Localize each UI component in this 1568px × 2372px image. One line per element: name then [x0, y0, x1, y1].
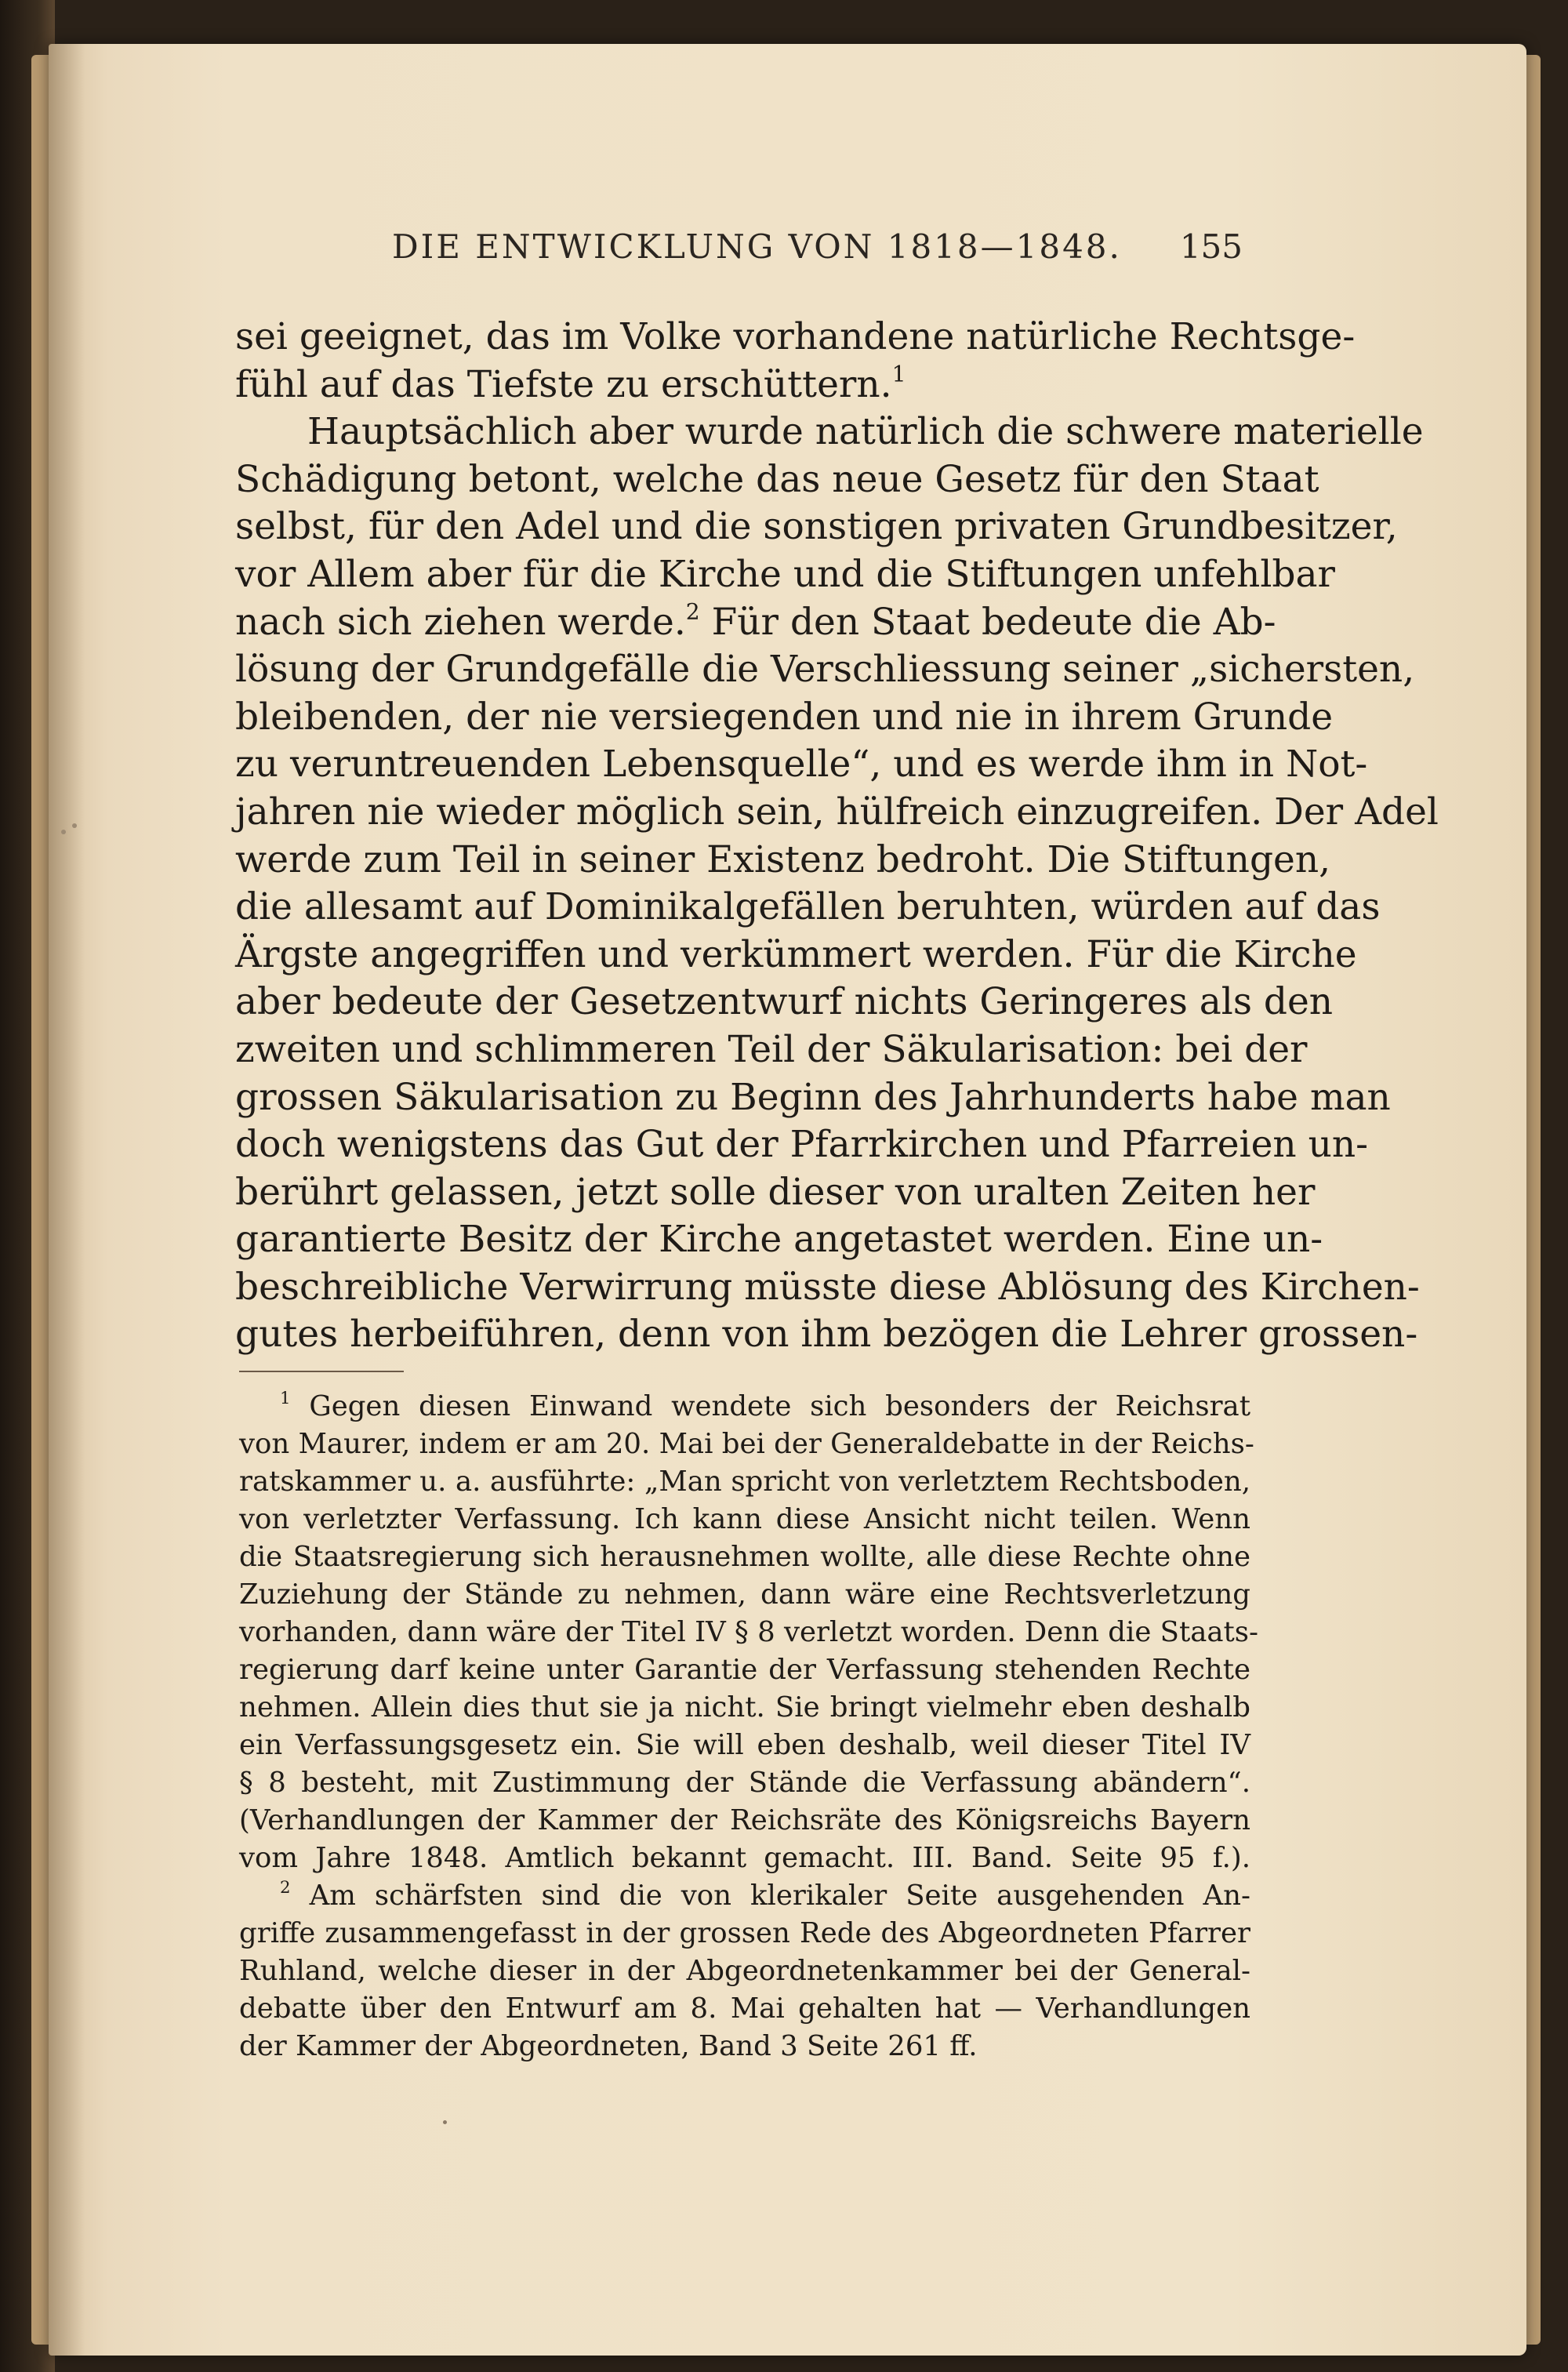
text-line: selbst, für den Adel und die sonstigen privaten Grundbesitzer, [235, 505, 1398, 549]
ink-dot [443, 2120, 447, 2124]
text-line: beschreibliche Verwirrung müsste diese Ablösung des Kirchen- [235, 1265, 1420, 1309]
text-line: doch wenigstens das Gut der Pfarrkirchen und Pfarreien un- [235, 1123, 1369, 1167]
text-line: garantierte Besitz der Kirche angetastet werden. Eine un- [235, 1218, 1323, 1262]
text-line: Hauptsächlich aber wurde natürlich die schwere materielle [307, 410, 1424, 454]
footnote-line: ratskammer u. a. ausführte: „Man spricht von verletztem Rechtsboden, [239, 1466, 1250, 1498]
gutter-shadow [49, 44, 85, 2356]
footnote-line: $^1$ Gegen diesen Einwand wendete sich besonders der Reichsrat [280, 1389, 1250, 1422]
margin-speck [61, 830, 66, 834]
footnote-line: die Staatsregierung sich herausnehmen wollte, alle diese Rechte ohne [239, 1541, 1250, 1573]
footnote-line: debatte über den Entwurf am 8. Mai gehalten hat — Verhandlungen [239, 1992, 1250, 2025]
text-line: zu veruntreuenden Lebensquelle“, und es werde ihm in Not- [235, 743, 1368, 786]
footnotes [239, 1388, 1259, 2065]
footnote-ref: 1 [891, 360, 906, 387]
page-number: 155 [1179, 227, 1243, 266]
text-line: werde zum Teil in seiner Existenz bedroht. Die Stiftungen, [235, 837, 1331, 881]
footnote-line: vorhanden, dann wäre der Titel IV § 8 verletzt worden. Denn die Staats- [239, 1616, 1259, 1648]
text-line: Ärgste angegriffen und verkümmert werden. Für die Kirche [235, 932, 1357, 976]
text-line: nach sich ziehen werde.$^2$ Für den Staat bedeute die Ab- [235, 598, 1276, 644]
footnote-ref: 2 [685, 598, 700, 624]
text-line: die allesamt auf Dominikalgefällen beruhten, würden auf das [235, 885, 1381, 929]
main-text [235, 314, 1439, 1359]
footnote-line: § 8 besteht, mit Zustimmung der Stände die Verfassung abändern“. [239, 1767, 1250, 1799]
text-line: berührt gelassen, jetzt solle dieser von uralten Zeiten her [235, 1170, 1316, 1214]
text-line: aber bedeute der Gesetzentwurf nichts Geringeres als den [235, 980, 1334, 1024]
footnote-line: griffe zusammengefasst in der grossen Rede des Abgeordneten Pfarrer [239, 1917, 1250, 1949]
footnote-line: nehmen. Allein dies thut sie ja nicht. Sie bringt vielmehr eben deshalb [239, 1691, 1250, 1724]
text-line: Schädigung betont, welche das neue Gesetz für den Staat [235, 457, 1319, 501]
footnote-line: ein Verfassungsgesetz ein. Sie will eben deshalb, weil dieser Titel IV [239, 1729, 1250, 1761]
footnote-line: $^2$ Am schärfsten sind die von klerikaler Seite ausgehenden An- [280, 1878, 1250, 1912]
text-line: grossen Säkularisation zu Beginn des Jahrhunderts habe man [235, 1075, 1391, 1119]
text-line: fühl auf das Tiefste zu erschüttern.$^1$ [235, 360, 906, 406]
footnote-line: der Kammer der Abgeordneten, Band 3 Seite 261 ff. [239, 2030, 978, 2062]
footnote-separator [239, 1371, 404, 1372]
footnote-line: (Verhandlungen der Kammer der Reichsräte des Königsreichs Bayern [239, 1804, 1250, 1836]
text-line: bleibenden, der nie versiegenden und nie in ihrem Grunde [235, 695, 1334, 739]
text-line: jahren nie wieder möglich sein, hülfreich einzugreifen. Der Adel [235, 790, 1439, 834]
footnote-line: Zuziehung der Stände zu nehmen, dann wäre eine Rechtsverletzung [239, 1578, 1250, 1611]
running-head: DIE ENTWICKLUNG VON 1818—1848. [392, 227, 1122, 266]
text-line: vor Allem aber für die Kirche und die Stiftungen unfehlbar [235, 552, 1335, 596]
text-line: zweiten und schlimmeren Teil der Säkularisation: bei der [235, 1027, 1308, 1071]
page-header [267, 227, 1243, 274]
footnote-line: von verletzter Verfassung. Ich kann diese Ansicht nicht teilen. Wenn [239, 1503, 1250, 1535]
text-line: gutes herbeiführen, denn von ihm bezögen die Lehrer grossen- [235, 1313, 1418, 1357]
text-line: lösung der Grundgefälle die Verschliessung seiner „sichersten, [235, 648, 1415, 692]
footnote-line: vom Jahre 1848. Amtlich bekannt gemacht. III. Band. Seite 95 f.). [239, 1842, 1250, 1874]
footnote-line: Ruhland, welche dieser in der Abgeordnetenkammer bei der General- [239, 1955, 1250, 1987]
footnote-mark: 1 [280, 1389, 291, 1409]
footnote-mark: 2 [280, 1878, 291, 1898]
footnote-line: von Maurer, indem er am 20. Mai bei der Generaldebatte in der Reichs- [239, 1428, 1254, 1460]
footnote-line: regierung darf keine unter Garantie der Verfassung stehenden Rechte [239, 1654, 1250, 1686]
text-line: sei geeignet, das im Volke vorhandene natürliche Rechtsge- [235, 315, 1356, 358]
margin-speck [72, 823, 77, 828]
